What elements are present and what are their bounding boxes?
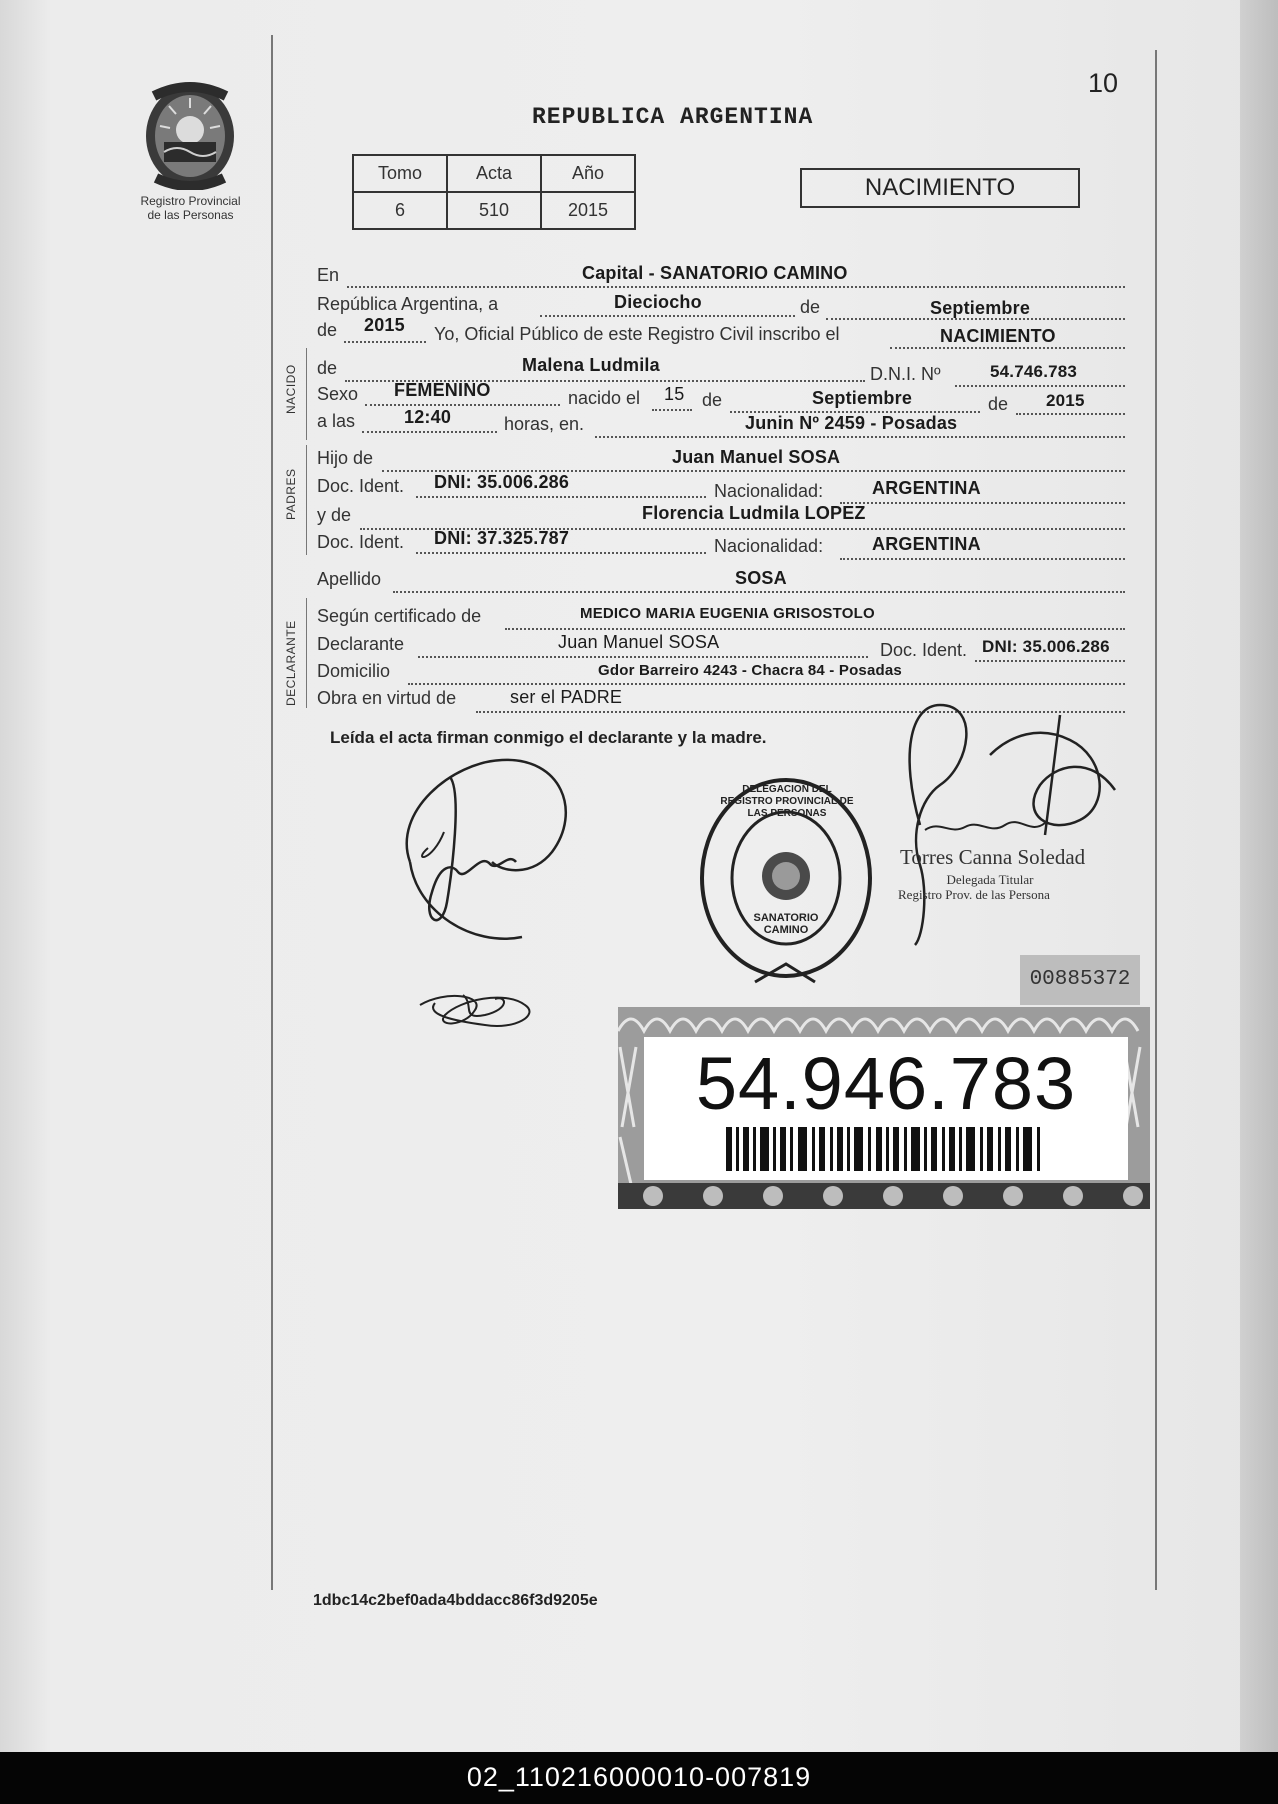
value-apellido: SOSA bbox=[735, 568, 787, 588]
dotted-line bbox=[975, 660, 1125, 662]
footer-bar bbox=[0, 1752, 1278, 1804]
label-de-month: de bbox=[800, 297, 821, 317]
declarant-signature bbox=[392, 752, 582, 957]
officer-title: Delegada Titular bbox=[946, 872, 1034, 887]
dotted-line bbox=[890, 347, 1125, 349]
dotted-line bbox=[1016, 413, 1125, 415]
label-horas-en: horas, en. bbox=[504, 414, 585, 434]
dotted-line bbox=[652, 409, 692, 411]
value-sexo: FEMENINO bbox=[394, 380, 491, 400]
control-number: 00885372 bbox=[1029, 968, 1131, 991]
footer-file-id: 02_110216000010-007819 bbox=[466, 1762, 812, 1792]
value-hora: 12:40 bbox=[404, 407, 452, 427]
label-sexo: Sexo bbox=[317, 384, 359, 404]
label-republica: República Argentina, a bbox=[317, 294, 499, 314]
value-dia-nac: 15 bbox=[664, 384, 685, 404]
act-type-label: NACIMIENTO bbox=[864, 174, 1016, 201]
label-doc-ident-1: Doc. Ident. bbox=[317, 476, 405, 496]
dotted-line bbox=[840, 558, 1125, 560]
dotted-line bbox=[418, 656, 868, 658]
value-padre: Juan Manuel SOSA bbox=[672, 447, 841, 467]
label-doc-ident-decl: Doc. Ident. bbox=[880, 640, 968, 660]
dotted-line bbox=[840, 502, 1125, 504]
label-doc-ident-2: Doc. Ident. bbox=[317, 532, 405, 552]
registry-header-anio: Año bbox=[541, 155, 635, 192]
section-bracket-declarante bbox=[306, 598, 307, 708]
document-hash: 1dbc14c2bef0ada4bddacc86f3d9205e bbox=[313, 1592, 598, 1609]
section-bracket-nacido bbox=[306, 348, 307, 440]
officer-name: Torres Canna Soledad bbox=[900, 845, 1086, 869]
registry-value-anio: 2015 bbox=[541, 192, 635, 229]
stamp-outer-text: DELEGACION DEL REGISTRO PROVINCIAL DE LAS PERSONAS bbox=[720, 784, 854, 819]
label-number: 54.946.783 bbox=[695, 1042, 1077, 1125]
value-madre-nac: ARGENTINA bbox=[872, 534, 981, 554]
seal-caption-line1: Registro Provincial bbox=[140, 194, 241, 208]
label-nacionalidad-1: Nacionalidad: bbox=[714, 481, 824, 501]
value-mes-nac: Septiembre bbox=[812, 388, 913, 408]
value-certificado: MEDICO MARIA EUGENIA GRISOSTOLO bbox=[580, 605, 875, 622]
dotted-line bbox=[505, 628, 1125, 630]
section-label-nacido: NACIDO bbox=[284, 364, 298, 414]
label-oficial: Yo, Oficial Público de este Registro Civil inscribo el bbox=[434, 324, 840, 344]
officer-signature-icon bbox=[880, 695, 1125, 955]
registry-header-tomo: Tomo bbox=[353, 155, 447, 192]
value-direccion: Junin Nº 2459 - Posadas bbox=[745, 413, 958, 433]
value-nombre: Malena Ludmila bbox=[522, 355, 660, 375]
dotted-line bbox=[362, 431, 497, 433]
dotted-line bbox=[365, 404, 560, 406]
value-dni: 54.746.783 bbox=[990, 362, 1078, 381]
mother-signature-icon bbox=[415, 985, 540, 1035]
officer-office: Registro Prov. de las Persona bbox=[898, 887, 1050, 902]
declarant-signature-icon bbox=[392, 752, 582, 957]
label-de-birth-month: de bbox=[702, 390, 723, 410]
section-label-padres: PADRES bbox=[284, 468, 298, 520]
value-domicilio: Gdor Barreiro 4243 - Chacra 84 - Posadas bbox=[598, 662, 902, 679]
dotted-line bbox=[393, 591, 1125, 593]
value-obra: ser el PADRE bbox=[510, 687, 623, 707]
label-hijo-de: Hijo de bbox=[317, 448, 374, 468]
value-tipo: NACIMIENTO bbox=[940, 326, 1056, 346]
label-dni: D.N.I. Nº bbox=[870, 364, 941, 384]
value-anio-nac: 2015 bbox=[1046, 391, 1085, 410]
officer-signature bbox=[880, 695, 1125, 955]
closing-text: Leída el acta firman conmigo el declarante y la madre. bbox=[330, 728, 767, 747]
value-dia: Dieciocho bbox=[614, 292, 702, 312]
value-lugar: Capital - SANATORIO CAMINO bbox=[582, 263, 848, 283]
mother-signature bbox=[415, 985, 540, 1035]
registry-value-tomo: 6 bbox=[353, 192, 447, 229]
label-y-de: y de bbox=[317, 505, 352, 525]
dotted-line bbox=[347, 286, 1125, 288]
value-anio: 2015 bbox=[364, 315, 405, 335]
label-de-birth-year: de bbox=[988, 394, 1009, 414]
dotted-line bbox=[344, 341, 426, 343]
value-mes: Septiembre bbox=[930, 298, 1031, 318]
provincial-seal bbox=[130, 78, 250, 190]
label-de-name: de bbox=[317, 358, 338, 378]
label-declarante: Declarante bbox=[317, 634, 405, 654]
registry-value-acta: 510 bbox=[447, 192, 541, 229]
label-white-panel bbox=[644, 1037, 1128, 1180]
official-stamp bbox=[695, 772, 877, 1002]
left-margin-line bbox=[271, 35, 273, 1590]
seal-emblem-icon bbox=[130, 78, 250, 190]
value-declarante-doc: DNI: 35.006.286 bbox=[982, 637, 1110, 656]
right-margin-line bbox=[1155, 50, 1157, 1590]
dotted-line bbox=[540, 315, 795, 317]
label-nacionalidad-2: Nacionalidad: bbox=[714, 536, 824, 556]
value-padre-nac: ARGENTINA bbox=[872, 478, 981, 498]
value-declarante: Juan Manuel SOSA bbox=[558, 632, 720, 652]
dotted-line bbox=[955, 385, 1125, 387]
section-label-declarante: DECLARANTE bbox=[284, 620, 298, 706]
label-a-las: a las bbox=[317, 411, 356, 431]
registry-table bbox=[352, 154, 636, 230]
label-segun: Según certificado de bbox=[317, 606, 482, 626]
page-edge-shadow bbox=[1240, 0, 1278, 1752]
control-number-box bbox=[1020, 955, 1140, 1005]
label-apellido: Apellido bbox=[317, 569, 382, 589]
label-en: En bbox=[317, 265, 340, 285]
label-de-year: de bbox=[317, 320, 338, 340]
label-domicilio: Domicilio bbox=[317, 661, 391, 681]
security-label bbox=[618, 1007, 1150, 1209]
value-padre-doc: DNI: 35.006.286 bbox=[434, 472, 570, 492]
seal-caption-line2: de las Personas bbox=[147, 208, 234, 222]
dotted-line bbox=[416, 552, 706, 554]
dotted-line bbox=[595, 436, 1125, 438]
dotted-line bbox=[416, 496, 706, 498]
section-bracket-padres bbox=[306, 445, 307, 555]
label-obra: Obra en virtud de bbox=[317, 688, 457, 708]
barcode-icon bbox=[726, 1127, 1046, 1171]
country-title: REPUBLICA ARGENTINA bbox=[532, 104, 814, 130]
stamp-inner-text: SANATORIO CAMINO bbox=[753, 912, 819, 936]
value-madre: Florencia Ludmila LOPEZ bbox=[642, 503, 866, 523]
label-nacido-el: nacido el bbox=[568, 388, 641, 408]
value-madre-doc: DNI: 37.325.787 bbox=[434, 528, 570, 548]
dotted-line bbox=[408, 683, 1125, 685]
registry-header-acta: Acta bbox=[447, 155, 541, 192]
act-type-box bbox=[800, 168, 1080, 208]
page-number: 10 bbox=[1088, 68, 1119, 98]
